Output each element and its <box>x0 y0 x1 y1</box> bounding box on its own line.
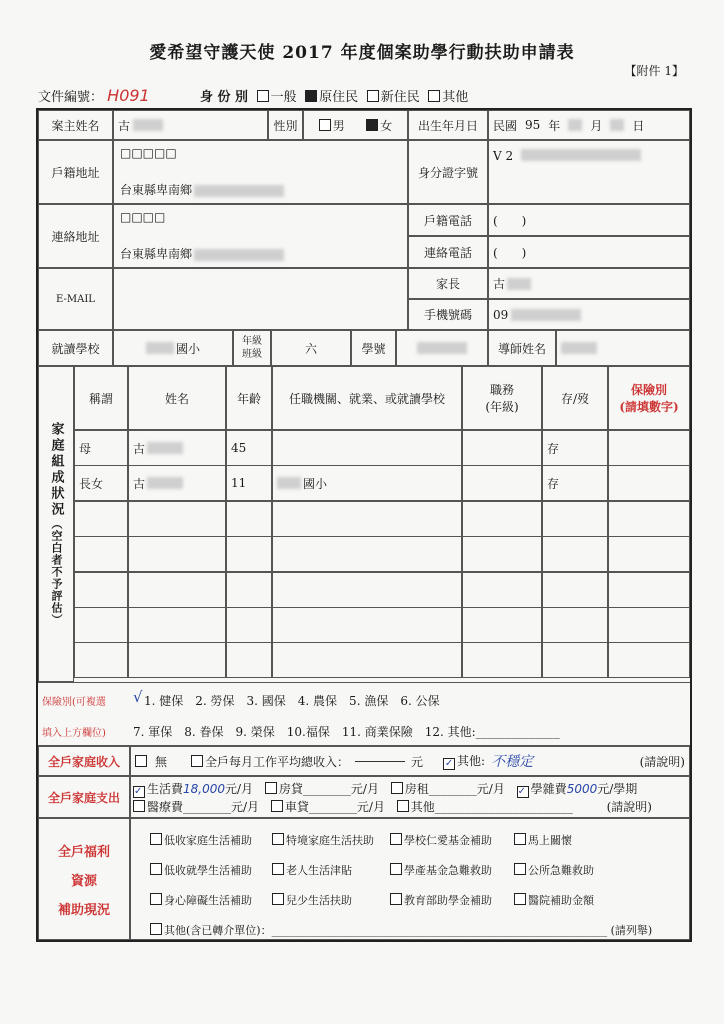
family-cell-age[interactable] <box>226 536 272 572</box>
family-cell-title[interactable] <box>462 607 542 643</box>
family-cell-insurance[interactable] <box>608 501 690 537</box>
family-header-insurance: 保險別 (請填數字) <box>608 366 690 430</box>
family-cell-insurance[interactable] <box>608 607 690 643</box>
family-cell-age[interactable] <box>226 572 272 608</box>
family-cell-org[interactable] <box>272 430 462 466</box>
birth-label: 出生年月日 <box>408 110 488 140</box>
family-cell-name[interactable] <box>128 572 226 608</box>
grade-label: 年級 班級 <box>233 330 271 366</box>
name-label: 案主姓名 <box>38 110 113 140</box>
family-cell-title[interactable] <box>462 501 542 537</box>
welfare-other-checkbox[interactable] <box>150 923 162 935</box>
email-label: E-MAIL <box>38 268 113 330</box>
identity-checkbox-general[interactable] <box>257 90 269 102</box>
identity-checkbox-new-resident[interactable] <box>367 90 379 102</box>
income-none-checkbox[interactable] <box>135 755 147 767</box>
welfare-checkbox[interactable] <box>272 833 284 845</box>
welfare-checkbox[interactable] <box>150 893 162 905</box>
income-other-value: 不穩定 <box>491 754 534 770</box>
household-address-field[interactable]: □□□□□ 台東縣卑南鄉 <box>113 140 408 204</box>
family-cell-status[interactable]: 存 <box>542 465 608 501</box>
welfare-checkbox[interactable] <box>272 863 284 875</box>
parent-label: 家長 <box>408 268 488 299</box>
family-cell-insurance[interactable] <box>608 465 690 501</box>
welfare-checkbox[interactable] <box>150 863 162 875</box>
expense-label: 全戶家庭支出 <box>38 776 130 818</box>
family-cell-relation[interactable] <box>74 536 128 572</box>
welfare-option[interactable]: 低收家庭生活補助 <box>150 832 252 848</box>
welfare-checkbox[interactable] <box>514 893 526 905</box>
welfare-checkbox[interactable] <box>150 833 162 845</box>
welfare-checkbox[interactable] <box>272 893 284 905</box>
doc-number-label: 文件編號： <box>38 90 104 105</box>
family-cell-status[interactable] <box>542 642 608 678</box>
gender-field[interactable]: 男 女 <box>303 110 408 140</box>
insurance-label-2: 填入上方欄位) <box>42 728 106 739</box>
family-cell-relation[interactable] <box>74 501 128 537</box>
family-cell-title[interactable] <box>462 642 542 678</box>
doc-number-value[interactable]: H091 <box>107 86 150 105</box>
identity-checkbox-indigenous[interactable] <box>305 90 317 102</box>
school-label: 就讀學校 <box>38 330 113 366</box>
family-header-status: 存/歿 <box>542 366 608 430</box>
grade-field[interactable]: 六 <box>271 330 351 366</box>
family-cell-status[interactable] <box>542 607 608 643</box>
welfare-option[interactable]: 學校仁愛基金補助 <box>390 832 492 848</box>
income-avg-checkbox[interactable] <box>191 755 203 767</box>
contact-address-field[interactable]: □□□□ 台東縣卑南鄉 <box>113 204 408 268</box>
family-cell-name[interactable] <box>128 607 226 643</box>
identity-label: 身 份 別 <box>200 90 249 105</box>
welfare-option[interactable]: 教育部助學金補助 <box>390 892 492 908</box>
family-cell-title[interactable] <box>462 430 542 466</box>
family-cell-status[interactable] <box>542 572 608 608</box>
car-loan-checkbox[interactable] <box>271 800 283 812</box>
expense-other-checkbox[interactable] <box>397 800 409 812</box>
family-cell-title[interactable] <box>462 572 542 608</box>
gender-label: 性別 <box>268 110 303 140</box>
contact-phone-label: 連絡電話 <box>408 236 488 268</box>
expense-line-2: 醫療費________元/月 車貸________元/月 其他_______________________ (請說明) <box>133 798 652 815</box>
identity-checkbox-other[interactable] <box>428 90 440 102</box>
family-cell-org[interactable]: 國小 <box>272 465 462 501</box>
family-cell-org[interactable] <box>272 536 462 572</box>
welfare-option[interactable]: 老人生活津貼 <box>272 862 352 878</box>
family-cell-org[interactable] <box>272 501 462 537</box>
contact-address-label: 連絡地址 <box>38 204 113 268</box>
welfare-label: 全戶福利 資源 補助現況 <box>38 818 130 940</box>
family-cell-status[interactable] <box>542 501 608 537</box>
housing-loan-checkbox[interactable] <box>265 782 277 794</box>
medical-checkbox[interactable] <box>133 800 145 812</box>
income-label: 全戶家庭收入 <box>38 746 130 776</box>
family-cell-age[interactable] <box>226 642 272 678</box>
family-cell-relation[interactable]: 長女 <box>74 465 128 501</box>
family-header-org: 任職機關、就業、或就讀學校 <box>272 366 462 430</box>
family-cell-title[interactable] <box>462 465 542 501</box>
family-header-relation: 稱謂 <box>74 366 128 430</box>
email-field[interactable] <box>113 268 408 330</box>
student-no-label: 學號 <box>351 330 396 366</box>
family-cell-relation[interactable] <box>74 607 128 643</box>
identity-option-general: 一般 <box>270 90 297 105</box>
family-cell-insurance[interactable] <box>608 430 690 466</box>
identity-group <box>200 86 468 105</box>
id-number-field[interactable]: V 2 <box>488 140 690 204</box>
family-cell-relation[interactable] <box>74 642 128 678</box>
family-cell-relation[interactable] <box>74 572 128 608</box>
postal-code-boxes: □□□□□ <box>120 146 177 160</box>
family-cell-org[interactable] <box>272 642 462 678</box>
welfare-other: 其他(含已轉介單位)：_____________________________________________________________ (請列舉) <box>150 922 652 938</box>
family-cell-org[interactable] <box>272 572 462 608</box>
mobile-field[interactable]: 09 <box>488 299 690 330</box>
welfare-checkbox[interactable] <box>390 893 402 905</box>
family-cell-name[interactable]: 古 <box>128 465 226 501</box>
living-checkbox[interactable]: ✓ <box>133 786 145 798</box>
identity-option-new-resident: 新住民 <box>380 90 420 105</box>
family-cell-insurance[interactable] <box>608 642 690 678</box>
contact-phone-field[interactable]: ( ) <box>488 236 690 268</box>
attachment-label: 【附件 1】 <box>624 64 684 78</box>
family-cell-name[interactable] <box>128 501 226 537</box>
family-header-name: 姓名 <box>128 366 226 430</box>
gender-female-checkbox[interactable] <box>366 119 378 131</box>
welfare-checkbox[interactable] <box>514 833 526 845</box>
welfare-option[interactable]: 醫院補助金額 <box>514 892 594 908</box>
birth-field[interactable]: 民國 95 年 月 日 <box>488 110 690 140</box>
family-cell-age[interactable]: 45 <box>226 430 272 466</box>
identity-option-indigenous: 原住民 <box>319 90 359 105</box>
household-phone-field[interactable]: ( ) <box>488 204 690 236</box>
family-cell-status[interactable] <box>542 536 608 572</box>
welfare-option[interactable]: 兒少生活扶助 <box>272 892 352 908</box>
welfare-option[interactable]: 馬上關懷 <box>514 832 572 848</box>
welfare-checkbox[interactable] <box>390 833 402 845</box>
family-cell-status[interactable]: 存 <box>542 430 608 466</box>
doc-number <box>38 86 197 105</box>
mobile-label: 手機號碼 <box>408 299 488 330</box>
insurance-options-line-2: 7. 軍保 8. 眷保 9. 榮保 10.福保 11. 商業保險 12. 其他:______________ <box>133 725 560 739</box>
family-cell-relation[interactable]: 母 <box>74 430 128 466</box>
application-form <box>36 108 692 942</box>
family-cell-insurance[interactable] <box>608 536 690 572</box>
household-phone-label: 戶籍電話 <box>408 204 488 236</box>
living-value: 18,000 <box>183 782 226 796</box>
teacher-label: 導師姓名 <box>488 330 556 366</box>
tuition-value: 5000 <box>566 782 598 796</box>
welfare-option[interactable]: 公所急難救助 <box>514 862 594 878</box>
welfare-option[interactable]: 身心障礙生活補助 <box>150 892 252 908</box>
insurance-check-mark: √ <box>133 688 143 706</box>
income-field[interactable]: 無 全戶每月工作平均總收入： 元 ✓ 其他: 不穩定 (請說明) <box>130 746 690 776</box>
income-other-checkbox[interactable]: ✓ <box>444 758 454 769</box>
family-cell-insurance[interactable] <box>608 572 690 608</box>
form-title: 愛希望守護天使 2017 年度個案助學行動扶助申請表 <box>149 43 575 63</box>
tuition-checkbox[interactable]: ✓ <box>517 786 529 798</box>
insurance-label-1: 保險別(可複選 <box>42 697 106 708</box>
parent-field[interactable]: 古 <box>488 268 690 299</box>
welfare-checkbox[interactable] <box>390 863 402 875</box>
family-header-age: 年齡 <box>226 366 272 430</box>
student-no-field[interactable] <box>396 330 488 366</box>
gender-male-checkbox[interactable] <box>319 119 331 131</box>
family-cell-age[interactable] <box>226 501 272 537</box>
welfare-option[interactable]: 學產基金急難救助 <box>390 862 492 878</box>
family-section-label: 家庭組成狀況 （空白者不予評估） <box>38 366 74 682</box>
welfare-checkbox[interactable] <box>514 863 526 875</box>
family-cell-name[interactable] <box>128 536 226 572</box>
expense-line-1: ✓ 生活費18,000元/月 房貸________元/月 房租________元/月 ✓ 學雜費5000元/學期 <box>134 782 638 797</box>
family-header-title: 職務 (年級) <box>462 366 542 430</box>
family-cell-title[interactable] <box>462 536 542 572</box>
family-cell-org[interactable] <box>272 607 462 643</box>
name-field[interactable]: 古 <box>113 110 268 140</box>
welfare-option[interactable]: 低收就學生活補助 <box>150 862 252 878</box>
teacher-field[interactable] <box>556 330 690 366</box>
rent-checkbox[interactable] <box>391 782 403 794</box>
family-cell-name[interactable] <box>128 642 226 678</box>
household-address-label: 戶籍地址 <box>38 140 113 204</box>
school-field[interactable]: 國小 <box>113 330 233 366</box>
insurance-options-line-1: 1. 健保 2. 勞保 3. 國保 4. 農保 5. 漁保 6. 公保 <box>144 694 440 708</box>
welfare-option[interactable]: 特境家庭生活扶助 <box>272 832 374 848</box>
id-number-label: 身分證字號 <box>408 140 488 204</box>
family-cell-age[interactable]: 11 <box>226 465 272 501</box>
family-cell-age[interactable] <box>226 607 272 643</box>
identity-option-other: 其他 <box>442 90 469 105</box>
family-cell-name[interactable]: 古 <box>128 430 226 466</box>
